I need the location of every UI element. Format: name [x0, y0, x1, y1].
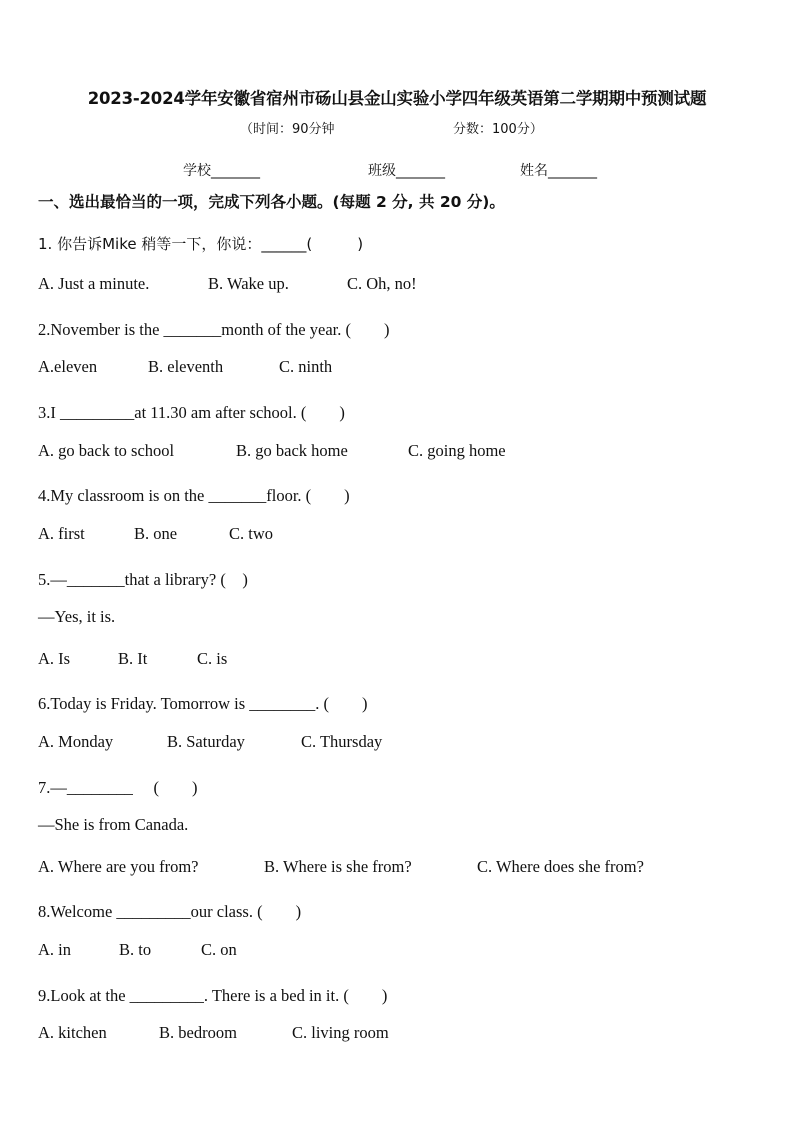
question-stem-8: 8.Welcome _________our class. ( ) — [38, 902, 302, 921]
option-5a: A. Is — [38, 649, 71, 668]
name-field: 姓名_______ — [520, 163, 597, 179]
option-2b: B. eleventh — [148, 357, 224, 376]
section-heading: 一、选出最恰当的一项，完成下列各小题。(每题 2 分, 共 20 分)。 — [38, 193, 505, 211]
option-7b: B. Where is she from? — [264, 857, 412, 876]
option-6a: A. Monday — [38, 732, 114, 751]
question-reply-5: —Yes, it is. — [38, 607, 116, 626]
school-field: 学校_______ — [183, 163, 260, 179]
option-8a: A. in — [38, 940, 71, 959]
option-1b: B. Wake up. — [208, 274, 289, 293]
exam-title: 2023-2024学年安徽省宿州市砀山县金山实验小学四年级英语第二学期期中预测试题 — [87, 89, 707, 108]
option-4a: A. first — [38, 524, 85, 543]
option-4c: C. two — [229, 524, 274, 543]
question-stem-7: 7.—________ ( ) — [38, 778, 198, 797]
option-9a: A. kitchen — [38, 1023, 107, 1042]
option-9c: C. living room — [292, 1023, 389, 1042]
question-stem-2: 2.November is the _______month of the year. ( ) — [38, 320, 390, 339]
option-2a: A.eleven — [38, 357, 98, 376]
option-8b: B. to — [119, 940, 152, 959]
question-stem-3: 3.I _________at 11.30 am after school. ( ) — [38, 403, 345, 422]
option-3b: B. go back home — [236, 441, 348, 460]
question-stem-1: 1. 你告诉Mike 稍等一下，你说：______( ) — [38, 235, 364, 253]
option-3c: C. going home — [408, 441, 506, 460]
question-reply-7: —She is from Canada. — [38, 815, 189, 834]
question-stem-5: 5.—_______that a library? ( ) — [38, 570, 248, 589]
option-3a: A. go back to school — [38, 441, 175, 460]
question-stem-6: 6.Today is Friday. Tomorrow is ________. ( ) — [38, 694, 368, 713]
option-1a: A. Just a minute. — [38, 274, 150, 293]
option-5c: C. is — [197, 649, 228, 668]
option-6c: C. Thursday — [301, 732, 383, 751]
option-5b: B. It — [118, 649, 148, 668]
exam-time: （时间：90分钟 — [240, 122, 335, 137]
question-stem-9: 9.Look at the _________. There is a bed in it. ( ) — [38, 986, 388, 1005]
option-8c: C. on — [201, 940, 237, 959]
option-4b: B. one — [134, 524, 178, 543]
option-6b: B. Saturday — [167, 732, 245, 751]
option-7a: A. Where are you from? — [38, 857, 199, 876]
exam-score: 分数：100分） — [453, 122, 543, 137]
option-1c: C. Oh, no! — [347, 274, 417, 293]
option-9b: B. bedroom — [159, 1023, 237, 1042]
question-stem-4: 4.My classroom is on the _______floor. ( ) — [38, 486, 350, 505]
option-2c: C. ninth — [279, 357, 333, 376]
class-field: 班级_______ — [368, 163, 445, 179]
option-7c: C. Where does she from? — [477, 857, 644, 876]
